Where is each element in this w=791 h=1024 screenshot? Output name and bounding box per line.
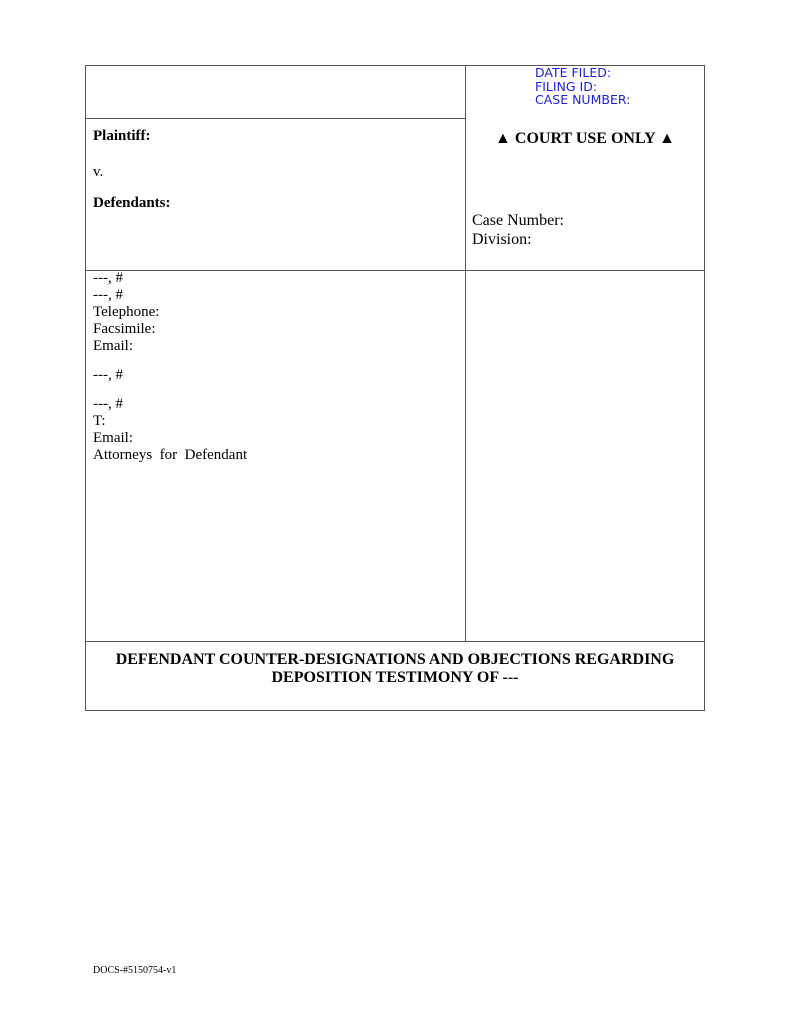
attorney-line: Facsimile: [93, 321, 156, 337]
document-title-line1: DEFENDANT COUNTER-DESIGNATIONS AND OBJECTIONS REGARDING [115, 651, 675, 668]
court-use-only-banner: ▲ COURT USE ONLY ▲ [495, 130, 675, 147]
division-label: Division: [472, 230, 532, 248]
case-caption-box [85, 65, 705, 711]
attorney-line: Attorneys for Defendant [93, 447, 248, 463]
document-title-line2: DEPOSITION TESTIMONY OF --- [271, 669, 519, 686]
attorney-line: Email: [93, 338, 133, 354]
attorney-line: ---, # [93, 287, 123, 303]
footer-doc-id: DOCS-#5150754-v1 [93, 965, 177, 976]
caption-vertical-divider [465, 66, 466, 642]
attorney-line: ---, # [93, 367, 123, 383]
attorney-line: Email: [93, 430, 133, 446]
case-number-label: Case Number: [472, 212, 564, 229]
filing-id-label: FILING ID: [535, 78, 598, 94]
case-number-stamp-label: CASE NUMBER: [535, 92, 631, 107]
date-filed-label: DATE FILED: [535, 65, 612, 80]
caption-divider-top [86, 118, 465, 119]
caption-divider-bottom [86, 641, 704, 642]
defendants-label: Defendants: [93, 195, 171, 211]
attorney-line: T: [93, 413, 106, 429]
attorney-block [93, 270, 247, 464]
document-title [86, 651, 704, 687]
case-info [472, 212, 564, 249]
filing-stamp [535, 66, 630, 107]
attorney-line: Telephone: [93, 304, 160, 320]
versus-label: v. [93, 164, 104, 180]
plaintiff-label: Plaintiff: [93, 128, 151, 144]
attorney-line: ---, # [93, 396, 123, 412]
attorney-line: ---, # [93, 270, 123, 286]
